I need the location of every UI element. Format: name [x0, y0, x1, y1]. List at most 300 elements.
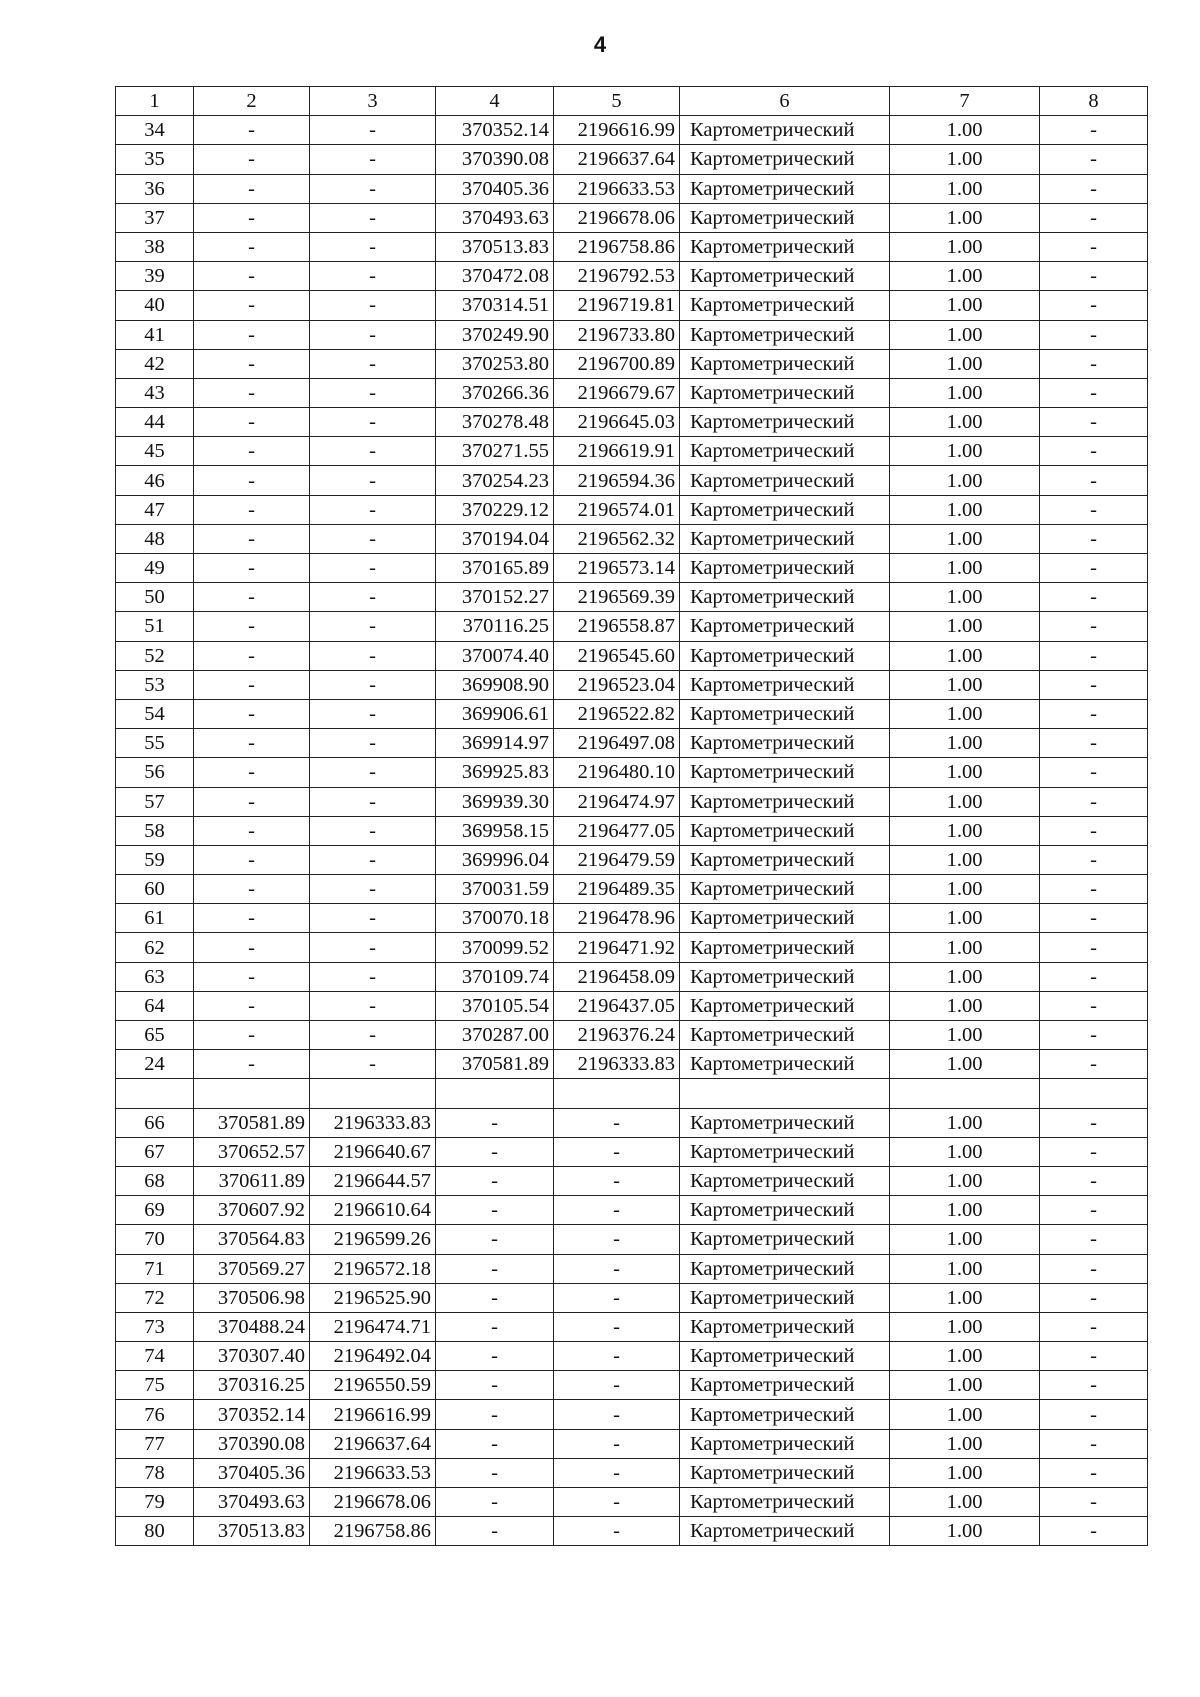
table-cell: 2196594.36 — [554, 466, 680, 495]
table-cell: - — [194, 787, 310, 816]
table-cell: - — [1040, 466, 1148, 495]
table-cell: 1.00 — [890, 1517, 1040, 1546]
table-cell: - — [310, 349, 436, 378]
table-cell: Картометрический — [680, 1517, 890, 1546]
table-cell: 1.00 — [890, 933, 1040, 962]
table-cell: 61 — [116, 904, 194, 933]
table-row — [116, 787, 1148, 816]
table-cell: Картометрический — [680, 408, 890, 437]
table-cell: 53 — [116, 670, 194, 699]
table-cell: 2196489.35 — [554, 875, 680, 904]
table-cell: 55 — [116, 729, 194, 758]
table-cell: 1.00 — [890, 378, 1040, 407]
table-cell: 1.00 — [890, 787, 1040, 816]
table-cell: Картометрический — [680, 1429, 890, 1458]
table-cell: 2196678.06 — [554, 203, 680, 232]
table-cell: - — [436, 1312, 554, 1341]
table-cell: 370405.36 — [194, 1458, 310, 1487]
table-cell — [194, 1079, 310, 1108]
table-cell: - — [1040, 758, 1148, 787]
table-cell: Картометрический — [680, 670, 890, 699]
table-cell: 2196644.57 — [310, 1166, 436, 1195]
page-number: 4 — [593, 32, 607, 57]
table-cell: 370390.08 — [194, 1429, 310, 1458]
table-row — [116, 933, 1148, 962]
table-cell: 66 — [116, 1108, 194, 1137]
table-cell: 24 — [116, 1050, 194, 1079]
table-cell: 1.00 — [890, 203, 1040, 232]
table-cell: 1.00 — [890, 1488, 1040, 1517]
table-cell: Картометрический — [680, 232, 890, 261]
table-row — [116, 1108, 1148, 1137]
table-cell: - — [436, 1342, 554, 1371]
table-cell: - — [310, 1021, 436, 1050]
table-cell: - — [436, 1225, 554, 1254]
table-cell: 2196610.64 — [310, 1196, 436, 1225]
table-row — [116, 1342, 1148, 1371]
table-cell: 1.00 — [890, 845, 1040, 874]
table-cell: 369925.83 — [436, 758, 554, 787]
table-cell: 370513.83 — [194, 1517, 310, 1546]
table-cell: - — [1040, 845, 1148, 874]
table-cell: - — [1040, 729, 1148, 758]
table-cell: 2196376.24 — [554, 1021, 680, 1050]
table-row — [116, 262, 1148, 291]
table-cell: 75 — [116, 1371, 194, 1400]
table-cell: 370109.74 — [436, 962, 554, 991]
table-cell: Картометрический — [680, 1021, 890, 1050]
table-cell: - — [1040, 612, 1148, 641]
table-cell: - — [310, 174, 436, 203]
table-cell: - — [194, 933, 310, 962]
table-cell: 59 — [116, 845, 194, 874]
table-cell: - — [436, 1108, 554, 1137]
table-cell: - — [1040, 904, 1148, 933]
table-cell: 68 — [116, 1166, 194, 1195]
table-cell: 1.00 — [890, 758, 1040, 787]
table-cell: Картометрический — [680, 729, 890, 758]
table-row — [116, 1137, 1148, 1166]
table-cell: - — [194, 203, 310, 232]
table-cell: - — [310, 1050, 436, 1079]
table-row — [116, 1283, 1148, 1312]
table-cell: 70 — [116, 1225, 194, 1254]
table-cell: - — [554, 1283, 680, 1312]
table-cell: - — [194, 349, 310, 378]
table-cell: 2196550.59 — [310, 1371, 436, 1400]
table-cell: - — [1040, 1342, 1148, 1371]
table-cell: 1.00 — [890, 1166, 1040, 1195]
table-cell: 1.00 — [890, 1021, 1040, 1050]
table-cell: Картометрический — [680, 758, 890, 787]
table-cell: - — [310, 524, 436, 553]
table-cell: 369906.61 — [436, 699, 554, 728]
table-cell: 76 — [116, 1400, 194, 1429]
table-cell: 62 — [116, 933, 194, 962]
table-cell: 1.00 — [890, 320, 1040, 349]
table-row — [116, 1021, 1148, 1050]
table-cell: 72 — [116, 1283, 194, 1312]
table-cell: 2196637.64 — [310, 1429, 436, 1458]
table-cell: - — [1040, 1312, 1148, 1341]
table-cell: - — [554, 1137, 680, 1166]
table-row — [116, 1429, 1148, 1458]
table-cell: Картометрический — [680, 1371, 890, 1400]
table-cell: - — [194, 116, 310, 145]
table-cell: 2196572.18 — [310, 1254, 436, 1283]
table-cell: 370581.89 — [436, 1050, 554, 1079]
table-row — [116, 437, 1148, 466]
table-cell — [436, 1079, 554, 1108]
table-cell: Картометрический — [680, 1166, 890, 1195]
table-cell: Картометрический — [680, 1050, 890, 1079]
table-row — [116, 232, 1148, 261]
table-cell: 65 — [116, 1021, 194, 1050]
table-cell: - — [436, 1517, 554, 1546]
table-cell: 2196700.89 — [554, 349, 680, 378]
table-cell: - — [1040, 349, 1148, 378]
table-cell: - — [194, 262, 310, 291]
table-cell: 2196645.03 — [554, 408, 680, 437]
table-cell: 370581.89 — [194, 1108, 310, 1137]
table-cell: - — [310, 262, 436, 291]
table-cell: - — [310, 437, 436, 466]
table-cell: 370116.25 — [436, 612, 554, 641]
table-cell: 370278.48 — [436, 408, 554, 437]
table-row — [116, 1371, 1148, 1400]
table-row — [116, 583, 1148, 612]
table-cell: Картометрический — [680, 641, 890, 670]
table-cell: 2196599.26 — [310, 1225, 436, 1254]
table-cell: 1.00 — [890, 437, 1040, 466]
table-cell: - — [1040, 378, 1148, 407]
table-cell: 370249.90 — [436, 320, 554, 349]
table-cell: Картометрический — [680, 583, 890, 612]
table-cell: - — [554, 1196, 680, 1225]
table-cell: 2196480.10 — [554, 758, 680, 787]
table-cell: 60 — [116, 875, 194, 904]
table-cell: - — [1040, 1137, 1148, 1166]
table-row — [116, 612, 1148, 641]
table-cell: - — [194, 991, 310, 1020]
table-cell: 35 — [116, 145, 194, 174]
table-cell: 2196562.32 — [554, 524, 680, 553]
table-cell: - — [436, 1429, 554, 1458]
table-cell: 1.00 — [890, 1225, 1040, 1254]
table-cell: Картометрический — [680, 291, 890, 320]
table-cell: - — [436, 1400, 554, 1429]
table-cell: - — [194, 875, 310, 904]
table-cell: 370352.14 — [194, 1400, 310, 1429]
table-row — [116, 349, 1148, 378]
table-cell: - — [1040, 174, 1148, 203]
table-cell: - — [1040, 554, 1148, 583]
table-row — [116, 875, 1148, 904]
table-cell: 1.00 — [890, 466, 1040, 495]
table-cell: 2196758.86 — [310, 1517, 436, 1546]
table-cell: 370472.08 — [436, 262, 554, 291]
table-cell: - — [554, 1400, 680, 1429]
table-cell — [310, 1079, 436, 1108]
table-cell: Картометрический — [680, 933, 890, 962]
table-cell: 2196477.05 — [554, 816, 680, 845]
table-row — [116, 1400, 1148, 1429]
table-cell: 52 — [116, 641, 194, 670]
table-row — [116, 1458, 1148, 1487]
table-cell: 369958.15 — [436, 816, 554, 845]
table-cell: - — [1040, 1429, 1148, 1458]
table-cell: Картометрический — [680, 1196, 890, 1225]
table-cell: - — [194, 583, 310, 612]
table-cell: 1.00 — [890, 1108, 1040, 1137]
table-cell: - — [194, 437, 310, 466]
table-cell: 370611.89 — [194, 1166, 310, 1195]
table-cell: 370314.51 — [436, 291, 554, 320]
table-cell: - — [1040, 116, 1148, 145]
table-cell: 2196678.06 — [310, 1488, 436, 1517]
table-cell: - — [194, 320, 310, 349]
table-cell: - — [310, 116, 436, 145]
table-cell: 1.00 — [890, 116, 1040, 145]
table-cell: 2196458.09 — [554, 962, 680, 991]
table-cell: 2196437.05 — [554, 991, 680, 1020]
table-cell: - — [1040, 933, 1148, 962]
column-header: 2 — [194, 87, 310, 116]
table-row — [116, 408, 1148, 437]
table-cell: - — [1040, 408, 1148, 437]
table-cell: 370405.36 — [436, 174, 554, 203]
table-cell: - — [310, 612, 436, 641]
table-cell: - — [1040, 1254, 1148, 1283]
table-cell: - — [310, 554, 436, 583]
table-cell: - — [310, 583, 436, 612]
table-cell: Картометрический — [680, 962, 890, 991]
table-cell: 1.00 — [890, 232, 1040, 261]
table-cell: 370152.27 — [436, 583, 554, 612]
table-cell: - — [310, 991, 436, 1020]
table-cell: Картометрический — [680, 554, 890, 583]
table-cell: Картометрический — [680, 495, 890, 524]
table-cell: - — [310, 641, 436, 670]
table-row — [116, 699, 1148, 728]
table-cell: 48 — [116, 524, 194, 553]
table-cell: 2196545.60 — [554, 641, 680, 670]
table-cell — [680, 1079, 890, 1108]
table-cell: - — [194, 495, 310, 524]
table-cell: - — [1040, 1488, 1148, 1517]
table-cell: - — [194, 1050, 310, 1079]
table-row — [116, 1517, 1148, 1546]
table-cell — [116, 1079, 194, 1108]
table-cell: 2196573.14 — [554, 554, 680, 583]
table-row — [116, 1254, 1148, 1283]
table-cell: 47 — [116, 495, 194, 524]
table-cell: - — [194, 699, 310, 728]
table-cell: - — [1040, 145, 1148, 174]
table-cell: - — [1040, 583, 1148, 612]
table-cell: - — [1040, 524, 1148, 553]
table-cell: - — [1040, 1196, 1148, 1225]
table-cell: 370070.18 — [436, 904, 554, 933]
table-cell: - — [436, 1488, 554, 1517]
table-cell: - — [436, 1254, 554, 1283]
table-cell: 2196522.82 — [554, 699, 680, 728]
table-cell: - — [310, 787, 436, 816]
column-header: 5 — [554, 87, 680, 116]
table-row — [116, 466, 1148, 495]
table-cell: 63 — [116, 962, 194, 991]
table-cell: 1.00 — [890, 291, 1040, 320]
table-cell: 2196719.81 — [554, 291, 680, 320]
table-cell: 57 — [116, 787, 194, 816]
table-cell: - — [1040, 1050, 1148, 1079]
table-cell: 370513.83 — [436, 232, 554, 261]
table-cell: - — [194, 145, 310, 174]
table-cell: - — [194, 670, 310, 699]
table-cell: - — [436, 1196, 554, 1225]
table-cell: Картометрический — [680, 524, 890, 553]
table-cell: - — [554, 1458, 680, 1487]
table-cell: 1.00 — [890, 612, 1040, 641]
table-cell: - — [554, 1225, 680, 1254]
table-cell: 370488.24 — [194, 1312, 310, 1341]
table-cell: Картометрический — [680, 875, 890, 904]
table-cell: 370165.89 — [436, 554, 554, 583]
table-cell: 2196733.80 — [554, 320, 680, 349]
table-cell: - — [1040, 1166, 1148, 1195]
table-cell: Картометрический — [680, 1283, 890, 1312]
table-cell: - — [310, 466, 436, 495]
table-cell: 80 — [116, 1517, 194, 1546]
table-cell: 2196523.04 — [554, 670, 680, 699]
table-cell: - — [194, 291, 310, 320]
table-cell: Картометрический — [680, 1225, 890, 1254]
table-cell: 1.00 — [890, 524, 1040, 553]
column-header: 7 — [890, 87, 1040, 116]
table-cell: 67 — [116, 1137, 194, 1166]
table-cell: 370031.59 — [436, 875, 554, 904]
table-cell: 44 — [116, 408, 194, 437]
table-cell: 2196479.59 — [554, 845, 680, 874]
table-cell: - — [310, 758, 436, 787]
table-row — [116, 554, 1148, 583]
table-cell: Картометрический — [680, 816, 890, 845]
table-cell: Картометрический — [680, 262, 890, 291]
table-cell: 1.00 — [890, 1371, 1040, 1400]
table-cell: - — [310, 320, 436, 349]
table-cell: - — [1040, 670, 1148, 699]
table-cell: - — [310, 495, 436, 524]
table-cell: - — [310, 904, 436, 933]
table-cell: - — [1040, 291, 1148, 320]
table-row — [116, 524, 1148, 553]
table-cell: 1.00 — [890, 495, 1040, 524]
table-cell: 2196619.91 — [554, 437, 680, 466]
table-cell: - — [1040, 816, 1148, 845]
table-cell: 71 — [116, 1254, 194, 1283]
table-cell: 370253.80 — [436, 349, 554, 378]
table-cell: Картометрический — [680, 145, 890, 174]
table-cell: - — [310, 408, 436, 437]
table-cell: 42 — [116, 349, 194, 378]
table-cell: - — [194, 641, 310, 670]
table-cell: Картометрический — [680, 1312, 890, 1341]
table-cell: 2196525.90 — [310, 1283, 436, 1312]
table-body — [116, 116, 1148, 1546]
table-cell: - — [554, 1254, 680, 1283]
table-cell: 1.00 — [890, 991, 1040, 1020]
table-row — [116, 203, 1148, 232]
table-cell: Картометрический — [680, 349, 890, 378]
table-row — [116, 1196, 1148, 1225]
table-row — [116, 1225, 1148, 1254]
table-cell: - — [194, 554, 310, 583]
column-header: 6 — [680, 87, 890, 116]
table-cell: - — [194, 378, 310, 407]
table-cell: 49 — [116, 554, 194, 583]
table-cell: - — [1040, 437, 1148, 466]
table-cell: 1.00 — [890, 729, 1040, 758]
table-row — [116, 641, 1148, 670]
table-cell: 370105.54 — [436, 991, 554, 1020]
table-cell: - — [310, 670, 436, 699]
table-cell: 2196616.99 — [310, 1400, 436, 1429]
table-cell: Картометрический — [680, 174, 890, 203]
table-cell: Картометрический — [680, 437, 890, 466]
table-cell: Картометрический — [680, 203, 890, 232]
table-row — [116, 174, 1148, 203]
table-cell: - — [436, 1283, 554, 1312]
table-cell: 45 — [116, 437, 194, 466]
table-cell: - — [194, 232, 310, 261]
table-cell: Картометрический — [680, 612, 890, 641]
table-cell: 2196497.08 — [554, 729, 680, 758]
table-cell: 2196633.53 — [310, 1458, 436, 1487]
table-cell: 1.00 — [890, 1196, 1040, 1225]
table-cell: - — [310, 875, 436, 904]
table-cell: 78 — [116, 1458, 194, 1487]
table-cell: 1.00 — [890, 1458, 1040, 1487]
coordinates-table — [115, 86, 1148, 1546]
table-row — [116, 1488, 1148, 1517]
table-cell: - — [1040, 1458, 1148, 1487]
table-cell: - — [436, 1371, 554, 1400]
table-cell: Картометрический — [680, 787, 890, 816]
table-cell: 2196569.39 — [554, 583, 680, 612]
table-cell: - — [554, 1429, 680, 1458]
table-cell: 34 — [116, 116, 194, 145]
column-header: 4 — [436, 87, 554, 116]
table-cell: - — [1040, 1283, 1148, 1312]
table-cell: 370652.57 — [194, 1137, 310, 1166]
table-cell: 370099.52 — [436, 933, 554, 962]
header-row — [116, 87, 1148, 116]
table-cell: 370194.04 — [436, 524, 554, 553]
table-cell: 1.00 — [890, 145, 1040, 174]
table-cell: 370390.08 — [436, 145, 554, 174]
table-cell: 1.00 — [890, 962, 1040, 991]
table-cell: - — [436, 1458, 554, 1487]
table-cell: 1.00 — [890, 1283, 1040, 1312]
table-cell: 2196633.53 — [554, 174, 680, 203]
table-cell: 38 — [116, 232, 194, 261]
table-cell: - — [554, 1342, 680, 1371]
table-cell: - — [1040, 1517, 1148, 1546]
table-cell: 2196640.67 — [310, 1137, 436, 1166]
table-cell: 370307.40 — [194, 1342, 310, 1371]
table-row — [116, 904, 1148, 933]
table-cell: Картометрический — [680, 1254, 890, 1283]
